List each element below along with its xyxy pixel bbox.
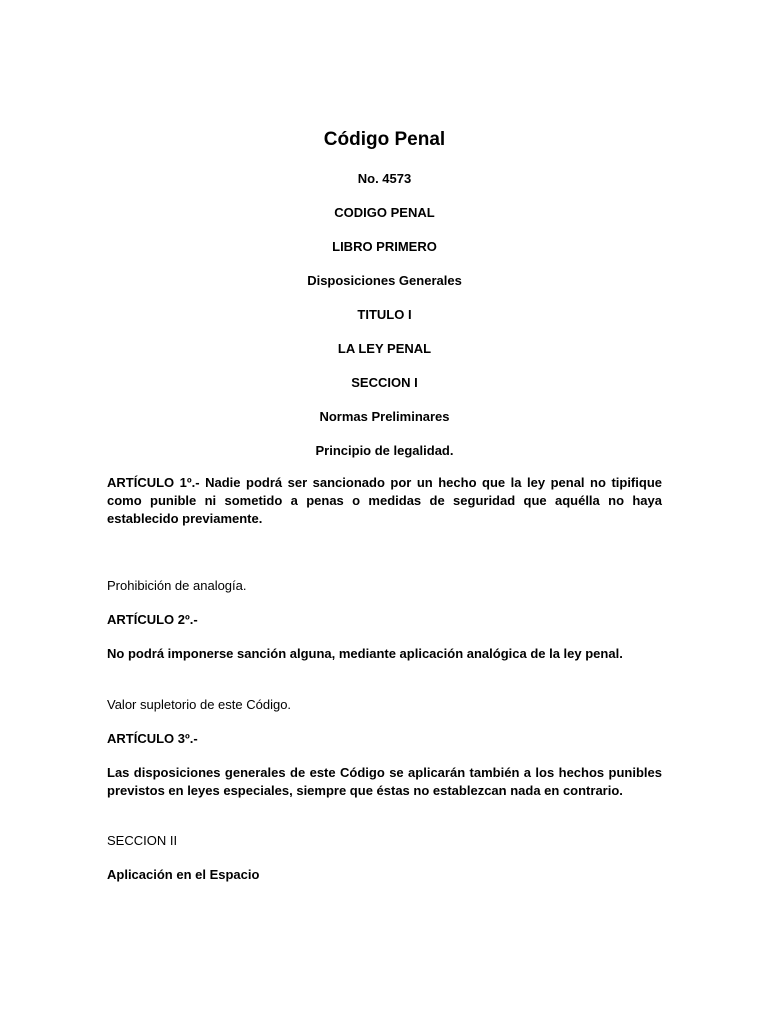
space-application-heading: Aplicación en el Espacio <box>107 867 260 882</box>
supplementary-heading: Valor supletorio de este Código. <box>107 697 292 712</box>
book-heading: LIBRO PRIMERO <box>332 239 437 254</box>
article-2-label: ARTÍCULO 2º.- <box>107 612 198 627</box>
law-heading: LA LEY PENAL <box>337 341 432 356</box>
section-2-heading: SECCION II <box>107 833 178 848</box>
title-heading: TITULO I <box>357 307 412 322</box>
general-provisions-heading: Disposiciones Generales <box>307 273 462 288</box>
document-page <box>107 0 662 1024</box>
preliminary-norms-heading: Normas Preliminares <box>319 409 450 424</box>
law-number: No. 4573 <box>357 171 412 186</box>
article-3-label: ARTÍCULO 3º.- <box>107 731 198 746</box>
article-1-text: ARTÍCULO 1º.- Nadie podrá ser sancionado por un hecho que la ley penal no tipifique como punible ni sometido a penas o medidas de seguridad que aquélla no haya establecido previamente. <box>107 475 662 526</box>
legality-principle-heading: Principio de legalidad. <box>315 443 454 458</box>
analogy-heading: Prohibición de analogía. <box>107 578 247 593</box>
section-heading: SECCION I <box>351 375 418 390</box>
article-2-text: No podrá imponerse sanción alguna, mediante aplicación analógica de la ley penal. <box>107 646 623 661</box>
code-heading: CODIGO PENAL <box>334 205 435 220</box>
document-title: Código Penal <box>323 129 446 150</box>
article-3-text: Las disposiciones generales de este Código se aplicarán también a los hechos punibles previstos en leyes especiales, siempre que éstas no establezcan nada en contrario. <box>107 765 662 798</box>
